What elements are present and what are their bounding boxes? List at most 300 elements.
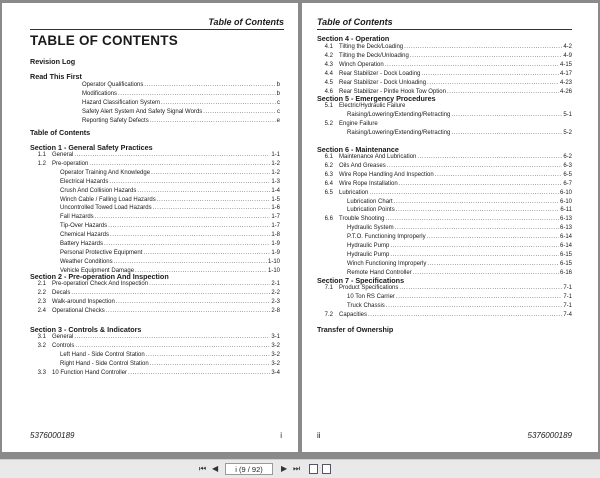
toc-entry-page: 1-9 [271, 241, 280, 247]
toc-entry-page: 2-3 [271, 298, 280, 305]
dot-leader [137, 187, 270, 196]
section-4-heading[interactable]: Section 4 - Operation [317, 34, 390, 43]
dot-leader [75, 342, 270, 351]
section-7-heading[interactable]: Section 7 - Specifications [317, 276, 405, 285]
dot-leader [143, 249, 270, 258]
toc-entry-number: 6.5 [324, 189, 333, 196]
page-number: ii [317, 431, 321, 440]
toc-entry-page: 1-9 [271, 249, 280, 256]
toc-entry-label: Uncontrolled Towed Load Hazards [60, 205, 152, 212]
dot-leader [447, 88, 559, 97]
dot-leader [396, 206, 560, 215]
toc-entry[interactable] [317, 189, 572, 198]
toc-entry-number [30, 108, 52, 117]
toc-entry-label: Personal Protective Equipment [60, 249, 143, 256]
dot-leader [110, 231, 270, 240]
toc-entry[interactable] [317, 284, 572, 293]
toc-entry-label: Capacities [339, 311, 368, 318]
dot-leader [427, 233, 559, 242]
toc-entry-number: 2.4 [37, 307, 46, 314]
toc-entry-page: 7-4 [563, 311, 572, 318]
toc-entry[interactable] [30, 298, 280, 307]
toc-entry-page: e [276, 117, 280, 124]
dot-leader [368, 311, 562, 320]
toc-entry-label: Remote Hand Controller [347, 269, 412, 276]
toc-entry[interactable] [30, 249, 280, 258]
toc-entry-number [30, 196, 52, 205]
toc-entry-label: Vehicle Equipment Damage [60, 267, 135, 274]
toc-entry-number: 5.2 [324, 120, 333, 127]
toc-entry-number: 6.1 [324, 154, 333, 160]
dot-leader [161, 99, 276, 108]
dot-leader [153, 204, 271, 213]
toc-entry-label: Chemical Hazards [60, 232, 110, 239]
toc-entry-label: Oils And Greases [339, 162, 386, 169]
toc-entry[interactable] [317, 43, 572, 52]
dot-leader [387, 162, 563, 171]
toc-entry-label: Hydraulic Pump [347, 251, 390, 258]
toc-entry-number [317, 302, 339, 311]
toc-entry[interactable] [30, 222, 280, 231]
toc-entry-number: 6.4 [324, 180, 333, 187]
last-page-button[interactable]: ⏭ [293, 464, 301, 473]
dot-leader [108, 222, 270, 231]
toc-entry[interactable] [317, 120, 572, 129]
toc-entry-label: Decals [52, 289, 71, 296]
revision-log-link[interactable]: Revision Log [30, 57, 76, 66]
toc-entry-number [30, 187, 52, 196]
toc-entry[interactable] [317, 206, 572, 215]
toc-entry-page: c [277, 108, 280, 115]
toc-entry[interactable] [317, 215, 572, 224]
toc-entry-label: Raising/Lowering/Extending/Retracting [347, 129, 451, 136]
section-2-heading[interactable]: Section 2 - Pre-operation And Inspection [30, 272, 169, 281]
toc-entry-number [30, 351, 52, 360]
page-title: TABLE OF CONTENTS [30, 33, 178, 48]
dot-leader [149, 280, 270, 289]
toc-entry-number: 6.6 [324, 216, 333, 223]
toc-entry-page: 3-1 [271, 334, 280, 340]
dot-leader [116, 298, 271, 307]
toc-entry-label: Electric/Hydraulic Failure [339, 103, 406, 109]
toc-entry[interactable] [317, 311, 572, 320]
toc-entry-label: Wire Rope Handling And Inspection [339, 171, 434, 178]
toc-entry-label: Hydraulic Pump [347, 243, 390, 249]
dot-leader [390, 251, 559, 260]
toc-entry-label: Tilting the Deck/Unloading [339, 52, 409, 59]
toc-entry-label: Raising/Lowering/Extending/Retracting [347, 111, 451, 118]
dot-leader [410, 52, 563, 61]
toc-entry-number: 7.1 [324, 285, 333, 291]
copy-icon[interactable] [309, 464, 318, 474]
toc-entry-number [30, 222, 52, 231]
dot-leader [390, 242, 559, 251]
toc-entry-number [30, 213, 52, 222]
toc-entry-label: General [52, 152, 74, 158]
previous-page-button[interactable]: ◀ [212, 464, 219, 473]
toc-entry[interactable] [317, 260, 572, 269]
toc-entry[interactable] [30, 213, 280, 222]
toc-entry-label: Lubrication [339, 189, 369, 196]
dot-leader [427, 79, 559, 88]
toc-entry-label: Winch Functioning Improperly [347, 260, 427, 267]
table-of-contents-heading[interactable]: Table of Contents [30, 128, 91, 137]
dot-leader [404, 43, 562, 52]
toc-entry-label: Maintenance And Lubrication [339, 154, 417, 160]
running-header: Table of Contents [317, 17, 393, 27]
toc-entry-number: 4.6 [324, 88, 333, 95]
toc-entry-label: Modifications [82, 90, 118, 97]
toc-entry-page: 7-1 [563, 293, 572, 300]
toc-entry-page: 6-2 [563, 154, 572, 160]
dot-leader [399, 180, 563, 189]
toc-entry-label: Reporting Safety Defects [82, 117, 149, 124]
section-3-heading[interactable]: Section 3 - Controls & Indicators [30, 325, 142, 334]
dot-leader [89, 160, 270, 169]
toc-entry[interactable] [317, 171, 572, 180]
toc-entry-number [317, 198, 339, 207]
toc-entry-label: Trouble Shooting [339, 216, 385, 223]
toc-entry[interactable] [317, 293, 572, 302]
toc-entry-label: Weather Conditions [60, 258, 113, 265]
toc-entry-page: 1-6 [271, 205, 280, 212]
toc-entry[interactable] [30, 169, 280, 178]
toc-entry-page: 4-23 [559, 79, 572, 86]
toc-entry-number [317, 260, 339, 269]
toc-entry-page: c [277, 99, 280, 106]
toc-entry-number [317, 233, 339, 242]
toc-entry[interactable] [30, 178, 280, 187]
toc-entry-label: Truck Chassis [347, 302, 385, 309]
toc-entry-page: 4-26 [559, 88, 572, 95]
toc-entry[interactable] [30, 351, 280, 360]
toc-entry-label: Operator Qualifications [82, 82, 144, 88]
toc-entry-label: 10 Function Hand Controller [52, 369, 128, 376]
toc-entry-number: 4.3 [324, 61, 333, 68]
toc-entry-page: b [276, 82, 280, 88]
toc-entry[interactable] [30, 81, 280, 90]
toc-entry-page: 6-16 [559, 269, 572, 276]
toc-entry-label: Rear Stabilizer - Dock Unloading [339, 79, 427, 86]
toc-entry-page: 1-2 [271, 169, 280, 176]
toc-entry-page: 1-7 [271, 223, 280, 230]
toc-entry-label: Pre-operation Check And Inspection [52, 281, 149, 287]
dot-leader [95, 213, 271, 222]
toc-entry-page: 4-9 [563, 52, 572, 59]
right-page [302, 3, 598, 452]
toc-entry-number: 4.2 [324, 52, 333, 59]
toc-entry-page: 4-15 [559, 61, 572, 68]
viewer-toolbar [0, 459, 600, 478]
dot-leader [118, 90, 276, 99]
dot-leader [399, 284, 562, 293]
dot-leader [395, 224, 559, 233]
toc-entry-page: 6-15 [559, 251, 572, 258]
toc-entry-number [317, 293, 339, 302]
toc-entry[interactable] [30, 151, 280, 160]
toc-entry-number: 6.3 [324, 171, 333, 178]
toc-entry-page: 4-2 [563, 44, 572, 50]
dot-leader [421, 70, 559, 79]
toc-entry[interactable] [317, 52, 572, 61]
toc-entry-label: Tilting the Deck/Loading [339, 44, 404, 50]
read-this-first-heading[interactable]: Read This First [30, 72, 82, 81]
toc-entry[interactable] [30, 204, 280, 213]
dot-leader [146, 351, 271, 360]
toc-entry-number: 4.4 [324, 70, 333, 77]
toc-entry-number: 3.1 [37, 334, 46, 340]
toc-entry-number [317, 206, 339, 215]
toc-entry-number: 4.5 [324, 79, 333, 86]
dot-leader [109, 178, 270, 187]
toc-entry[interactable] [317, 180, 572, 189]
dot-leader [396, 293, 562, 302]
toc-entry-number [317, 129, 339, 138]
toc-entry-page: b [276, 90, 280, 97]
toc-entry[interactable] [317, 233, 572, 242]
dot-leader [114, 258, 267, 267]
dot-leader [150, 360, 271, 369]
toc-entry-label: Rear Stabilizer - Pintle Hook Tow Option [339, 88, 446, 95]
toc-entry-label: Fall Hazards [60, 214, 94, 221]
toc-entry-label: Left Hand - Side Control Station [60, 351, 145, 358]
toc-entry[interactable] [317, 162, 572, 171]
toc-entry[interactable] [30, 117, 280, 126]
pages-icon[interactable] [322, 464, 331, 474]
dot-leader [385, 215, 559, 224]
toc-entry-page: 3-4 [271, 369, 280, 376]
toc-entry-page: 6-7 [563, 180, 572, 187]
dot-leader [435, 171, 563, 180]
toc-entry[interactable] [30, 342, 280, 351]
toc-entry-number [30, 258, 52, 267]
toc-entry-label: Walk-around Inspection [52, 298, 115, 305]
toc-entry-number [317, 224, 339, 233]
document-number: 5376000189 [527, 431, 572, 440]
toc-entry-number [30, 360, 52, 369]
toc-entry-number [30, 81, 52, 90]
dot-leader [157, 196, 271, 205]
toc-entry-page: 6-14 [559, 234, 572, 241]
dot-leader [413, 269, 559, 278]
toc-entry-page: 7-1 [563, 302, 572, 309]
toc-entry-page: 1-10 [267, 258, 280, 265]
dot-leader [71, 289, 270, 298]
toc-entry-label: Wire Rope Installation [339, 180, 398, 187]
toc-entry[interactable] [317, 251, 572, 260]
toc-entry-label: Right Hand - Side Control Station [60, 360, 149, 367]
toc-entry-label: 10 Ton RS Carrier [347, 293, 395, 300]
dot-leader [203, 108, 276, 117]
toc-entry-number [30, 117, 52, 126]
toc-entry[interactable] [317, 111, 572, 120]
toc-entry-number: 3.2 [37, 342, 46, 349]
toc-entry-number [30, 240, 52, 249]
toc-entry-page: 1-1 [271, 152, 280, 158]
toc-entry-number [30, 178, 52, 187]
toc-entry-number [317, 251, 339, 260]
toc-entry-label: Operator Training And Knowledge [60, 169, 151, 176]
toc-entry-label: Battery Hazards [60, 241, 104, 247]
dot-leader [74, 151, 270, 160]
toc-entry-page: 1-7 [271, 214, 280, 221]
toc-entry-page: 3-2 [271, 351, 280, 358]
page-number: i [280, 431, 282, 440]
toc-entry-page: 1-4 [271, 187, 280, 194]
toc-entry-label: Lubrication Chart [347, 198, 393, 205]
toc-entry-label: Product Specifications [339, 285, 399, 291]
toc-entry-number: 5.1 [324, 103, 333, 109]
dot-leader [151, 169, 270, 178]
running-header: Table of Contents [208, 17, 284, 27]
dot-leader [427, 260, 559, 269]
toc-entry-number: 1.2 [37, 160, 46, 167]
toc-entry-label: Operational Checks [52, 307, 105, 314]
toc-entry-label: Crush And Collision Hazards [60, 187, 137, 194]
toc-entry[interactable] [317, 129, 572, 138]
toc-entry-label: Hazard Classification System [82, 99, 161, 106]
dot-leader [385, 61, 559, 70]
toc-entry[interactable] [30, 360, 280, 369]
toc-entry-number [317, 242, 339, 251]
dot-leader [150, 117, 276, 126]
toc-entry-page: 6-10 [559, 189, 572, 196]
toc-entry-label: General [52, 334, 74, 340]
toc-entry-number: 2.1 [37, 281, 46, 287]
toc-entry[interactable] [30, 333, 280, 342]
toc-entry[interactable] [30, 258, 280, 267]
toc-entry[interactable] [30, 289, 280, 298]
dot-leader [369, 189, 559, 198]
toc-entry-page: 3-2 [271, 360, 280, 367]
toc-entry-label: Winch Cable / Falling Load Hazards [60, 196, 156, 203]
toc-entry-label: Controls [52, 342, 75, 349]
dot-leader [144, 81, 275, 90]
toc-entry[interactable] [30, 369, 280, 378]
toc-entry-number [30, 169, 52, 178]
next-page-button[interactable]: ▶ [281, 464, 288, 473]
toc-entry[interactable] [317, 61, 572, 70]
toc-entry-page: 1-8 [271, 232, 280, 239]
dot-leader [451, 111, 562, 120]
toc-entry-page: 3-2 [271, 342, 280, 349]
toc-entry-page: 2-8 [271, 307, 280, 314]
toc-entry[interactable] [317, 302, 572, 311]
toc-entry-page: 6-5 [563, 171, 572, 178]
section-1-heading[interactable]: Section 1 - General Safety Practices [30, 143, 153, 152]
toc-entry-page: 2-1 [271, 281, 280, 287]
toc-entry-number: 7.2 [324, 311, 333, 318]
first-page-button[interactable]: ⏮ [199, 464, 207, 473]
toc-entry-page: 6-11 [560, 207, 572, 214]
page-number-input[interactable] [225, 463, 273, 475]
toc-entry[interactable] [317, 102, 572, 111]
toc-entry-page: 6-14 [559, 243, 572, 249]
toc-entry-label: P.T.O. Functioning Improperly [347, 234, 426, 241]
header-rule [30, 29, 284, 30]
dot-leader [451, 129, 562, 138]
transfer-of-ownership-heading[interactable]: Transfer of Ownership [317, 325, 394, 334]
dot-leader [394, 198, 559, 207]
toc-entry[interactable] [317, 153, 572, 162]
toc-entry-number [30, 204, 52, 213]
toc-entry-page: 6-3 [563, 162, 572, 169]
section-6-heading[interactable]: Section 6 - Maintenance [317, 145, 399, 154]
toc-entry[interactable] [317, 198, 572, 207]
toc-entry[interactable] [317, 79, 572, 88]
dot-leader [386, 302, 563, 311]
toc-entry-label: Pre-operation [52, 160, 89, 167]
toc-entry[interactable] [30, 240, 280, 249]
toc-entry-label: Lubrication Points [347, 207, 395, 214]
section-5-heading[interactable]: Section 5 - Emergency Procedures [317, 94, 436, 103]
toc-entry-number [30, 249, 52, 258]
toc-entry-label: Winch Operation [339, 61, 384, 68]
toc-entry-page: 6-15 [559, 260, 572, 267]
toc-entry[interactable] [30, 231, 280, 240]
toc-entry-number: 1.1 [37, 152, 46, 158]
toc-entry[interactable] [30, 307, 280, 316]
toc-entry-number [317, 111, 339, 120]
toc-entry[interactable] [30, 187, 280, 196]
toc-entry[interactable] [317, 242, 572, 251]
toc-entry-page: 6-10 [559, 198, 572, 205]
toc-entry-number: 3.3 [37, 369, 46, 376]
toc-entry[interactable] [317, 70, 572, 79]
toc-entry-label: Rear Stabilizer - Dock Loading [339, 70, 421, 77]
toc-entry-label: Safety Alert System And Safety Signal Words [82, 108, 203, 115]
dot-leader [128, 369, 270, 378]
document-number: 5376000189 [30, 431, 75, 440]
toc-entry-page: 1-3 [271, 178, 280, 185]
toc-entry-page: 1-5 [271, 196, 280, 203]
dot-leader [417, 153, 562, 162]
toc-entry-page: 6-13 [559, 225, 572, 232]
toc-entry[interactable] [317, 224, 572, 233]
toc-entry-page: 1-10 [267, 267, 280, 274]
left-page [2, 3, 298, 452]
toc-entry-label: Engine Failure [339, 120, 378, 127]
toc-entry-label: Tip-Over Hazards [60, 223, 108, 230]
toc-entry-number: 4.1 [324, 44, 333, 50]
toc-entry-page: 7-1 [563, 285, 572, 291]
toc-entry-number [30, 99, 52, 108]
toc-entry-number: 2.2 [37, 289, 46, 296]
toc-entry[interactable] [30, 90, 280, 99]
toc-entry-number [30, 231, 52, 240]
toc-entry-label: Electrical Hazards [60, 178, 109, 185]
toc-entry-number: 6.2 [324, 162, 333, 169]
header-rule [317, 29, 572, 30]
toc-entry[interactable] [30, 196, 280, 205]
toc-entry[interactable] [30, 160, 280, 169]
toc-entry[interactable] [30, 280, 280, 289]
dot-leader [74, 333, 270, 342]
toc-entry-page: 2-2 [271, 289, 280, 296]
toc-entry-page: 4-17 [559, 70, 572, 77]
toc-entry-page: 6-13 [559, 216, 572, 223]
toc-entry-number: 2.3 [37, 298, 46, 305]
toc-entry-page: 5-2 [563, 129, 572, 136]
toc-entry-page: 1-2 [271, 160, 280, 167]
toc-entry-page: 5-1 [563, 111, 572, 118]
dot-leader [104, 240, 270, 249]
toc-entry[interactable] [30, 108, 280, 117]
toc-entry-label: Hydraulic System [347, 225, 394, 232]
toc-entry[interactable] [30, 99, 280, 108]
dot-leader [106, 307, 271, 316]
toc-entry-number [30, 90, 52, 99]
